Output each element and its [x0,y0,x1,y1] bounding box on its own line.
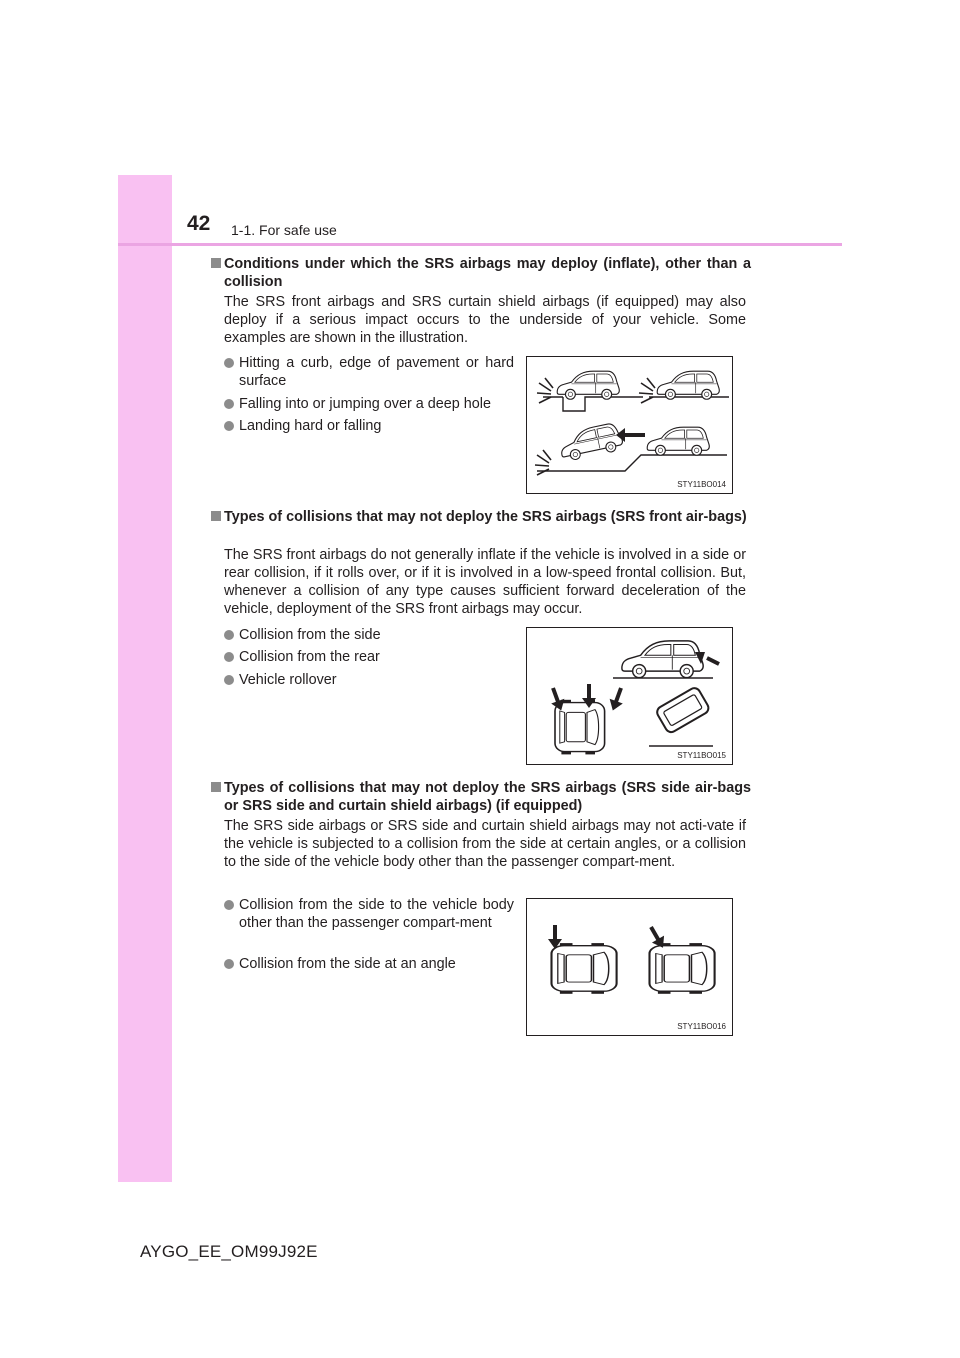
bullet-item: Collision from the rear [224,648,514,666]
bullet-dot-icon [224,399,234,409]
bullet-dot-icon [224,652,234,662]
no-front-airbag-illustration [527,628,732,764]
no-side-airbag-illustration [527,899,732,1035]
heading-no-front-airbag: Types of collisions that may not deploy the SRS airbags (SRS front air-bags) [211,508,751,526]
paragraph-no-front-airbag: The SRS front airbags do not generally inflate if the vehicle is involved in a side or rear collision, if it rolls over, or if it is involved in a low-speed frontal collision. But, whenever a collision of any type causes sufficient forward deceleration of the vehicle, deployment of the SRS front airbags may occur. [224,547,746,617]
bullet-dot-icon [224,900,234,910]
heading-no-side-airbag: Types of collisions that may not deploy the SRS airbags (SRS side air-bags or SRS side and curtain shield airbags) (if equipped) [211,779,751,815]
figure-code: STY11BO015 [677,751,726,760]
section-title: 1-1. For safe use [231,222,337,238]
bullet-dot-icon [224,959,234,969]
figure-no-front-airbag [526,627,733,765]
bullet-dot-icon [224,421,234,431]
bullet-item: Collision from the side [224,626,514,644]
undercarriage-impacts-illustration [527,357,732,493]
square-bullet-icon [211,511,221,521]
bullet-item: Hitting a curb, edge of pavement or hard surface [224,354,514,390]
document-code: AYGO_EE_OM99J92E [140,1242,318,1261]
figure-code: STY11BO014 [677,480,726,489]
heading-non-collision-deploy: Conditions under which the SRS airbags may deploy (inflate), other than a collision [211,255,751,291]
bullet-item: Vehicle rollover [224,671,514,689]
bullet-dot-icon [224,358,234,368]
header-rule [118,243,842,246]
bullet-dot-icon [224,630,234,640]
figure-code: STY11BO016 [677,1022,726,1031]
figure-undercarriage-impacts [526,356,733,494]
paragraph-no-side-airbag: The SRS side airbags or SRS side and curtain shield airbags may not acti-vate if the vehicle is subjected to a collision from the side at certain angles, or a collision to the side of the vehicle body other than the passenger compart-ment. [224,818,746,870]
square-bullet-icon [211,782,221,792]
bullet-item: Collision from the side to the vehicle body other than the passenger compart-ment [224,896,514,932]
figure-no-side-airbag [526,898,733,1036]
bullet-item: Collision from the side at an angle [224,955,514,973]
color-sidebar [118,175,172,1182]
bullet-item: Landing hard or falling [224,417,514,435]
square-bullet-icon [211,258,221,268]
paragraph-non-collision-deploy: The SRS front airbags and SRS curtain shield airbags (if equipped) may also deploy if a serious impact occurs to the underside of your vehicle. Some examples are shown in the illustration. [224,294,746,346]
page-number: 42 [187,212,211,235]
bullet-item: Falling into or jumping over a deep hole [224,395,514,413]
bullet-dot-icon [224,675,234,685]
